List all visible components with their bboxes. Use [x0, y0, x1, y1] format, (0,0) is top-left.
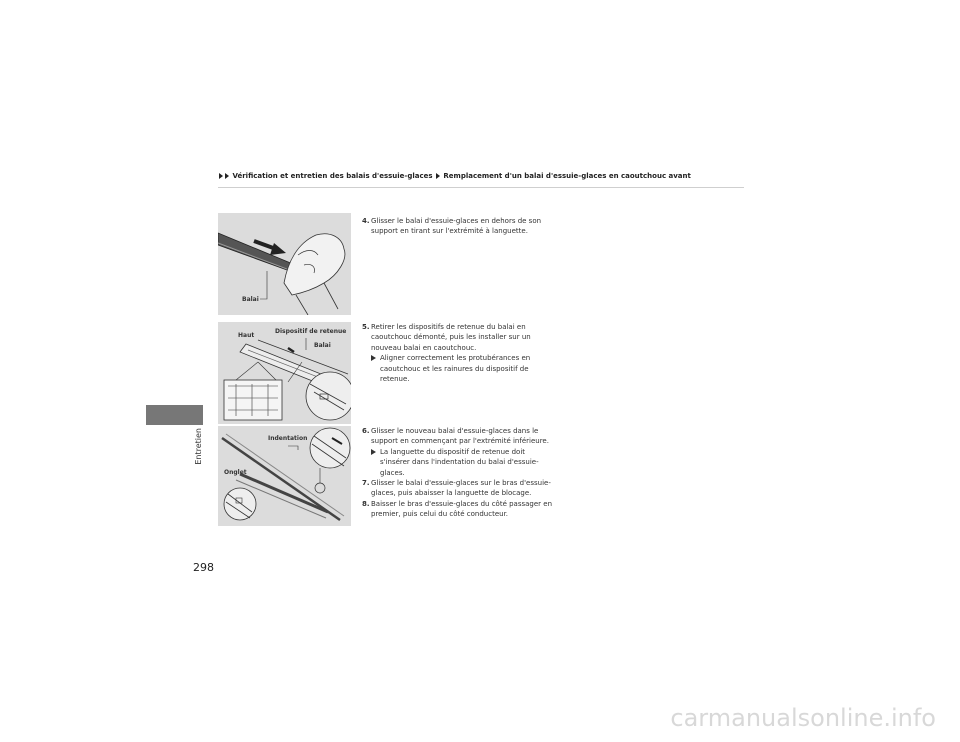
breadcrumb-arrow-icon — [436, 173, 440, 179]
label-onglet: Onglet — [224, 469, 247, 476]
step-text: Baisser le bras d'essuie-glaces du côté passager en premier, puis celui du côté conducteur. — [371, 499, 553, 519]
step-5-block — [362, 322, 552, 384]
note-text: Aligner correctement les protubérances en caoutchouc et les rainures du dispositif de retenue. — [380, 354, 531, 384]
breadcrumb-arrow-icon — [225, 173, 229, 179]
breadcrumb-item-topic[interactable]: Remplacement d'un balai d'essuie-glaces en caoutchouc avant — [443, 172, 691, 180]
label-dispositif-de-retenue: Dispositif de retenue — [275, 328, 347, 335]
page-number: 298 — [193, 561, 214, 574]
breadcrumb-arrow-icon — [219, 173, 223, 179]
label-balai: Balai — [242, 296, 259, 303]
step-number: 8. — [362, 499, 370, 508]
label-balai-retainer: Balai — [314, 342, 331, 349]
step-number: 4. — [362, 217, 370, 225]
header-rule — [218, 187, 744, 188]
breadcrumb — [218, 172, 748, 180]
step-number: 6. — [362, 427, 370, 435]
note-arrow-icon — [371, 449, 376, 455]
step-text: Glisser le nouveau balai d'essuie-glaces dans le support en commençant par l'extrémité inférieure. — [371, 427, 549, 446]
note-text: La languette du dispositif de retenue doit s'insérer dans l'indentation du balai d'essuie-glaces. — [380, 447, 539, 477]
step-6-note — [362, 447, 552, 478]
breadcrumb-item-section[interactable]: Vérification et entretien des balais d'essuie-glaces — [232, 172, 433, 180]
figure-insert-blade — [218, 426, 351, 526]
steps-6-8-block — [362, 426, 552, 520]
step-8 — [362, 499, 552, 520]
step-6 — [362, 426, 552, 447]
figure-retainers — [218, 322, 351, 424]
watermark: carmanualsonline.info — [670, 704, 936, 732]
label-haut: Haut — [238, 332, 255, 339]
remove-blade-illustration — [218, 213, 351, 315]
step-text: Retirer les dispositifs de retenue du balai en caoutchouc démonté, puis les installer sur un nouveau balai en caoutchouc. — [371, 323, 531, 352]
step-5 — [362, 322, 552, 353]
step-7 — [362, 478, 552, 499]
section-tab — [146, 405, 203, 425]
step-number: 7. — [362, 479, 370, 488]
step-4-block — [362, 216, 552, 237]
step-text: Glisser le balai d'essuie-glaces en dehors de son support en tirant sur l'extrémité à languette. — [371, 217, 542, 236]
step-5-note — [362, 353, 552, 384]
step-4 — [362, 216, 552, 237]
step-text: Glisser le balai d'essuie-glaces sur le bras d'essuie-glaces, puis abaisser la languette de blocage. — [371, 479, 551, 498]
figure-remove-blade — [218, 213, 351, 315]
note-arrow-icon — [371, 355, 376, 361]
step-number: 5. — [362, 323, 370, 331]
section-label: Entretien — [194, 428, 203, 465]
label-indentation: Indentation — [268, 435, 308, 442]
